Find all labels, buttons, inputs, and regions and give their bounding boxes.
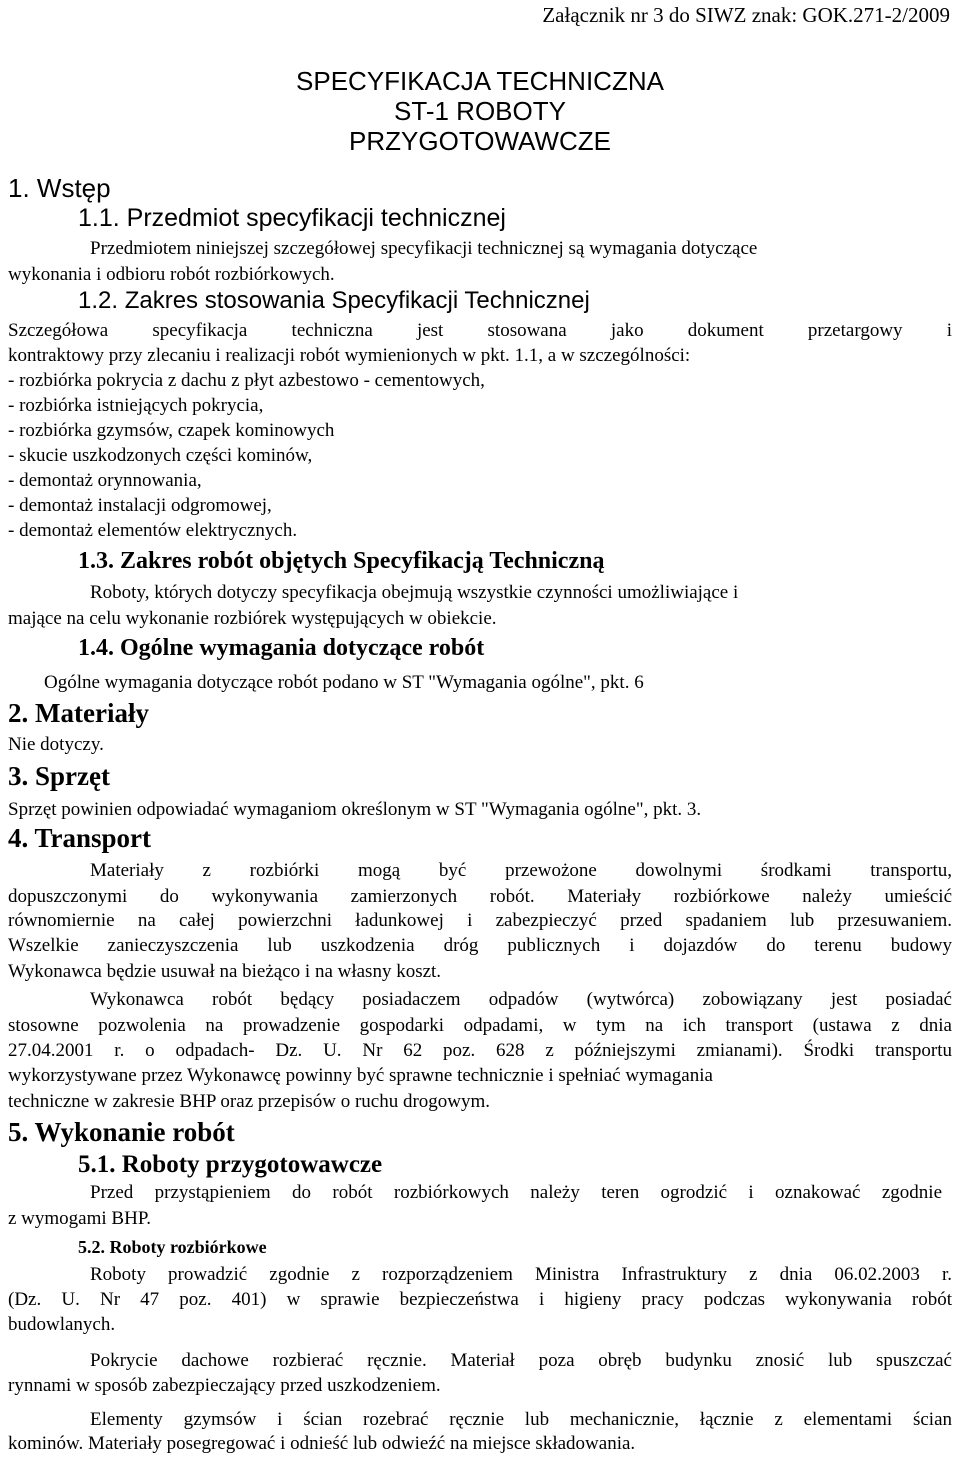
section-1-heading: 1. Wstęp	[8, 173, 111, 203]
annex-reference: Załącznik nr 3 do SIWZ znak: GOK.271-2/2009	[542, 3, 950, 27]
section-4-p2-line-3: 27.04.2001 r. o odpadach- Dz. U. Nr 62 poz. 628 z późniejszymi zmianami). Środki transportu	[8, 1040, 952, 1061]
section-2-line: Nie dotyczy.	[8, 734, 104, 755]
section-5-2-p1-line-1: Roboty prowadzić zgodnie z rozporządzeniem Ministra Infrastruktury z dnia 06.02.2003 r.	[90, 1264, 952, 1285]
document-title	[0, 66, 960, 156]
section-1-3-line-1: Roboty, których dotyczy specyfikacja obejmują wszystkie czynności umożliwiające i	[90, 582, 739, 603]
section-1-1-heading: 1.1. Przedmiot specyfikacji technicznej	[78, 204, 506, 232]
section-5-2-p1-line-2: (Dz. U. Nr 47 poz. 401) w sprawie bezpieczeństwa i higieny pracy podczas wykonywania robót	[8, 1289, 952, 1310]
list-item: - skucie uszkodzonych części kominów,	[8, 445, 313, 466]
list-item: - rozbiórka pokrycia z dachu z płyt azbestowo - cementowych,	[8, 370, 485, 391]
section-1-1-line-2: wykonania i odbioru robót rozbiórkowych.	[8, 264, 335, 285]
section-1-4-heading: 1.4. Ogólne wymagania dotyczące robót	[78, 635, 485, 661]
list-item: - rozbiórka istniejących pokrycia,	[8, 395, 264, 416]
section-1-1-line-1: Przedmiotem niniejszej szczegółowej specyfikacji technicznej są wymagania dotyczące	[90, 238, 758, 259]
section-5-2-p2-line-1: Pokrycie dachowe rozbierać ręcznie. Materiał poza obręb budynku znosić lub spuszczać	[90, 1350, 952, 1371]
section-1-2-line-1: Szczegółowa specyfikacja techniczna jest stosowana jako dokument przetargowy i	[8, 320, 952, 341]
section-4-p1-line-1: Materiały z rozbiórki mogą być przewożone dowolnymi środkami transportu,	[90, 860, 952, 881]
section-4-p2-line-1: Wykonawca robót będący posiadaczem odpadów (wytwórca) zobowiązany jest posiadać	[90, 989, 952, 1010]
section-4-p1-line-4: Wszelkie zanieczyszczenia lub uszkodzenia dróg publicznych i dojazdów do terenu budowy	[8, 935, 952, 956]
list-item: - demontaż instalacji odgromowej,	[8, 495, 272, 516]
section-1-3-line-2: mające na celu wykonanie rozbiórek występujących w obiekcie.	[8, 608, 497, 629]
title-line-1: SPECYFIKACJA TECHNICZNA	[296, 66, 664, 96]
title-line-2: ST-1 ROBOTY	[394, 96, 566, 126]
section-2-heading: 2. Materiały	[8, 698, 149, 728]
section-5-2-p3-line-1: Elementy gzymsów i ścian rozebrać ręcznie lub mechanicznie, łącznie z elementami ścian	[90, 1409, 952, 1430]
section-3-line: Sprzęt powinien odpowiadać wymaganiom określonym w ST "Wymagania ogólne", pkt. 3.	[8, 799, 702, 820]
section-4-p1-line-3: równomiernie na całej powierzchni ładunkowej i zabezpieczyć przed spadaniem lub przesuwaniem.	[8, 910, 952, 931]
section-4-p1-line-5: Wykonawca będzie usuwał na bieżąco i na własny koszt.	[8, 961, 442, 982]
section-5-1-heading: 5.1. Roboty przygotowawcze	[78, 1151, 383, 1178]
list-item: - demontaż elementów elektrycznych.	[8, 520, 298, 541]
list-item: - demontaż orynnowania,	[8, 470, 202, 491]
section-5-1-line-2: z wymogami BHP.	[8, 1208, 152, 1229]
section-1-4-line: Ogólne wymagania dotyczące robót podano w ST "Wymagania ogólne", pkt. 6	[44, 672, 644, 693]
section-4-p2-line-2: stosowne pozwolenia na prowadzenie gospodarki odpadami, w tym na ich transport (ustawa z dnia	[8, 1015, 952, 1036]
section-1-2-line-2: kontraktowy przy zlecaniu i realizacji robót wymienionych w pkt. 1.1, a w szczególności:	[8, 345, 691, 366]
section-4-p1-line-2: dopuszczonymi do wykonywania zamierzonych robót. Materiały rozbiórkowe należy umieścić	[8, 886, 952, 907]
section-4-p2-line-4: wykorzystywane przez Wykonawcę powinny być sprawne technicznie i spełniać wymagania	[8, 1065, 713, 1086]
section-5-2-p1-line-3: budowlanych.	[8, 1314, 116, 1335]
section-5-2-p2-line-2: rynnami w sposób zabezpieczający przed uszkodzeniem.	[8, 1375, 441, 1396]
section-1-2-list	[8, 368, 485, 543]
section-4-heading: 4. Transport	[8, 823, 152, 853]
section-5-heading: 5. Wykonanie robót	[8, 1117, 235, 1147]
section-1-3-heading: 1.3. Zakres robót objętych Specyfikacją Techniczną	[78, 548, 605, 574]
section-5-2-p3-line-2: kominów. Materiały posegregować i odnieść lub odwieźć na miejsce składowania.	[8, 1433, 636, 1454]
section-4-p2-line-5: techniczne w zakresie BHP oraz przepisów o ruchu drogowym.	[8, 1091, 491, 1112]
section-5-1-line-1: Przed przystąpieniem do robót rozbiórkowych należy teren ogrodzić i oznakować zgodnie	[90, 1182, 942, 1203]
section-1-2-heading: 1.2. Zakres stosowania Specyfikacji Technicznej	[78, 287, 590, 314]
section-3-heading: 3. Sprzęt	[8, 761, 110, 791]
list-item: - rozbiórka gzymsów, czapek kominowych	[8, 420, 335, 441]
title-line-3: PRZYGOTOWAWCZE	[349, 126, 611, 156]
section-5-2-heading: 5.2. Roboty rozbiórkowe	[78, 1237, 267, 1257]
